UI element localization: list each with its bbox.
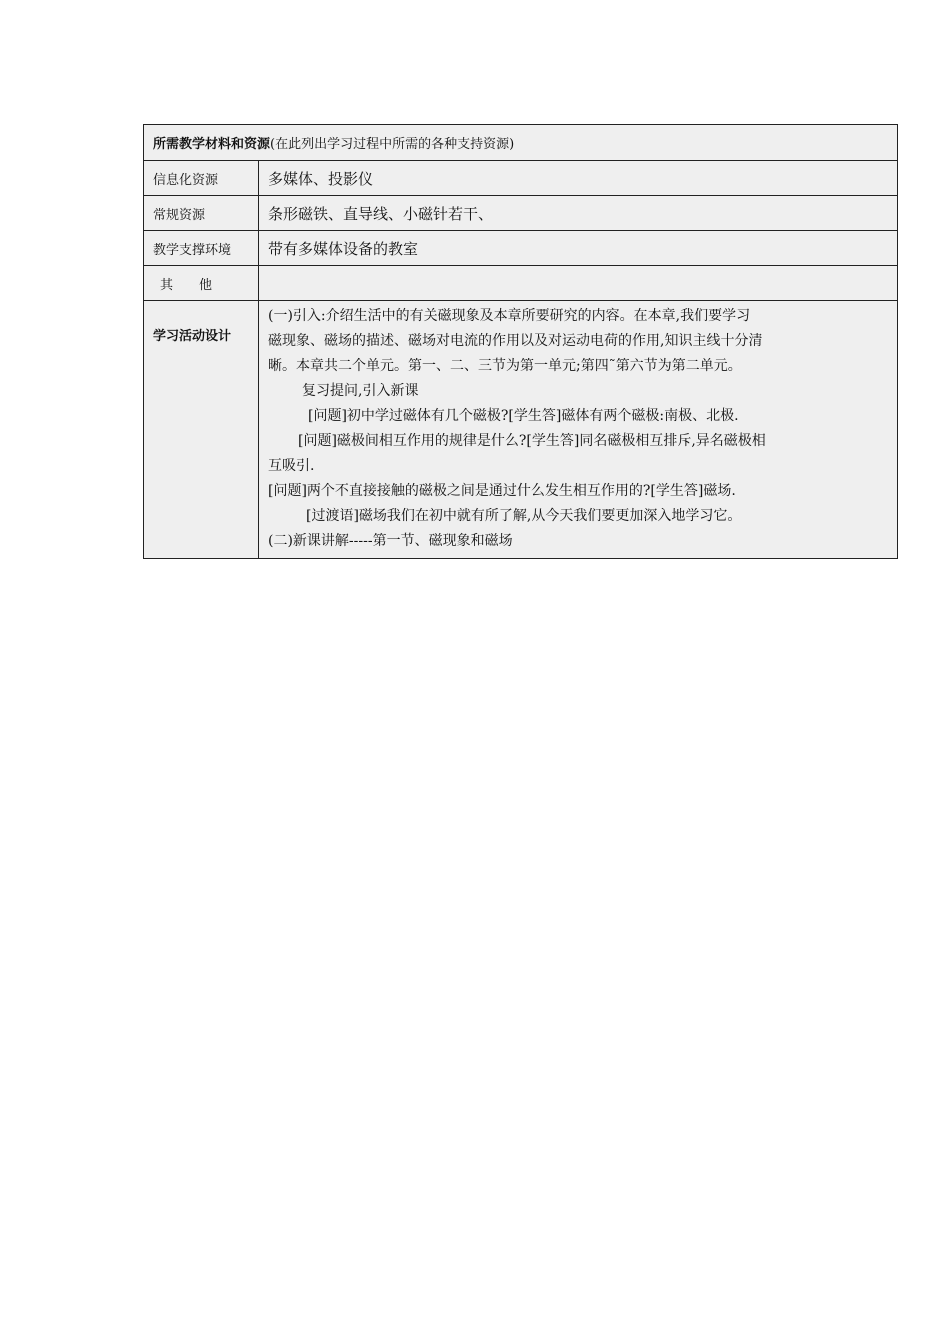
row-value	[259, 266, 898, 301]
row-label-part: 他	[199, 277, 213, 293]
activity-line: 复习提问,引入新课	[302, 383, 419, 399]
activity-content	[259, 301, 898, 559]
row-label: 信息化资源	[144, 161, 259, 196]
table-row	[144, 231, 898, 266]
activity-line: 晰。本章共二个单元。第一、二、三节为第一单元;第四˜第六节为第二单元。	[268, 358, 742, 374]
section-note: (在此列出学习过程中所需的各种支持资源)	[270, 137, 515, 152]
row-label-other	[144, 266, 259, 301]
row-value: 多媒体、投影仪	[259, 161, 898, 196]
activity-line: [问题]两个不直接接触的磁极之间是通过什么发生相互作用的?[学生答]磁场.	[268, 483, 736, 499]
row-value: 条形磁铁、直导线、小磁针若干、	[259, 196, 898, 231]
resources-table	[143, 124, 898, 559]
activity-line: (一)引入:介绍生活中的有关磁现象及本章所要研究的内容。在本章,我们要学习	[268, 308, 751, 324]
activity-line: 磁现象、磁场的描述、磁场对电流的作用以及对运动电荷的作用,知识主线十分清	[268, 333, 763, 349]
activity-label: 学习活动设计	[144, 301, 259, 559]
row-label: 教学支撑环境	[144, 231, 259, 266]
activity-line: [问题]磁极间相互作用的规律是什么?[学生答]同名磁极相互排斥,异名磁极相	[298, 433, 766, 449]
activity-line: [过渡语]磁场我们在初中就有所了解,从今天我们要更加深入地学习它。	[306, 508, 742, 524]
header-cell	[144, 125, 898, 161]
header-row	[144, 125, 898, 161]
activity-line: (二)新课讲解-----第一节、磁现象和磁场	[268, 533, 513, 549]
activity-row	[144, 301, 898, 559]
table-row	[144, 266, 898, 301]
row-label-part: 其	[160, 277, 174, 293]
row-label: 常规资源	[144, 196, 259, 231]
row-value: 带有多媒体设备的教室	[259, 231, 898, 266]
section-title: 所需教学材料和资源	[153, 137, 271, 152]
activity-line: 互吸引.	[268, 458, 315, 474]
table-row	[144, 196, 898, 231]
table-row	[144, 161, 898, 196]
activity-line: [问题]初中学过磁体有几个磁极?[学生答]磁体有两个磁极:南极、北极.	[308, 408, 739, 424]
